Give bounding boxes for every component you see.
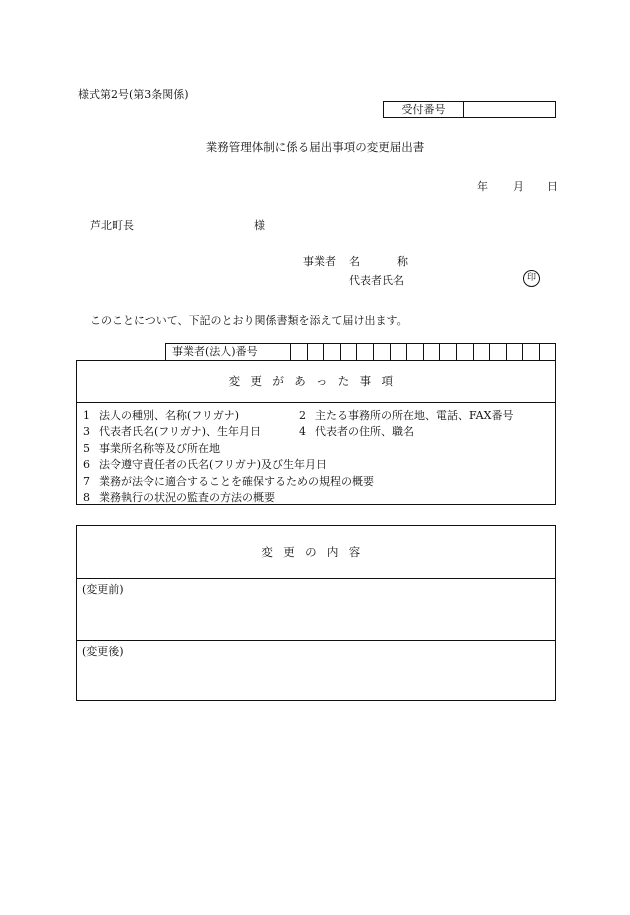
changed-item [83,407,239,423]
business-number-digit-cell[interactable] [291,344,308,360]
changed-item-number: 4 [299,425,306,439]
business-number-digit-cell[interactable] [474,344,491,360]
changed-item-number: 1 [83,409,90,422]
business-number-digit-cell[interactable] [391,344,408,360]
changed-item-number: 7 [83,474,90,488]
business-number-digit-cell[interactable] [424,344,441,360]
changed-item-number: 8 [83,491,90,504]
changed-item [83,456,327,472]
seal-mark: 印 [523,270,540,287]
changed-item-text: 業務執行の状況の監査の方法の概要 [99,491,275,504]
business-number-digit-cell[interactable] [308,344,325,360]
before-change-label: (変更前) [82,583,124,596]
applicant-name-label-2: 称 [397,255,408,268]
changed-item-text: 法令遵守責任者の氏名(フリガナ)及び生年月日 [99,458,328,472]
business-number-digit-cell[interactable] [540,344,557,360]
business-number-digit-cell[interactable] [523,344,540,360]
change-content-box [76,525,556,701]
changed-item [83,440,220,456]
changed-items-box [76,360,556,505]
changed-item-text: 代表者の住所、職名 [315,425,414,439]
reception-number-label: 受付番号 [384,102,464,117]
after-change-label: (変更後) [82,645,124,658]
changed-item-text: 法人の種別、名称(フリガナ) [99,409,240,422]
changed-item-number: 6 [83,458,90,472]
business-number-digit-cell[interactable] [507,344,524,360]
date-month-label: 月 [513,180,524,193]
changed-item-text: 事業所名称等及び所在地 [99,441,220,455]
applicant-label: 事業者 [303,255,336,268]
changed-item [299,407,513,423]
intro-text: このことについて、下記のとおり関係書類を添えて届け出ます。 [90,314,408,327]
changed-item-number: 2 [299,409,306,422]
applicant-name-label-1: 名 [349,255,360,268]
reception-number-field[interactable] [466,102,554,117]
addressee-honorific: 様 [254,219,265,232]
reception-number-box [383,101,556,118]
before-change-area[interactable] [77,579,555,641]
document-title: 業務管理体制に係る届出事項の変更届出書 [205,140,425,154]
date-day-label: 日 [547,180,558,193]
changed-item [299,423,414,439]
changed-item-text: 業務が法令に適合することを確保するための規程の概要 [99,474,374,488]
changed-item [83,473,374,489]
business-number-digit-cell[interactable] [341,344,358,360]
business-number-digit-cell[interactable] [440,344,457,360]
representative-label: 代表者氏名 [349,274,404,287]
changed-item [83,489,275,505]
changed-item [83,423,261,439]
change-content-header: 変更の内容 [77,526,555,579]
after-change-area[interactable] [77,641,555,700]
form-id: 様式第2号(第3条関係) [78,88,189,101]
business-number-row [165,343,556,360]
changed-item-number: 3 [83,425,90,439]
changed-item-number: 5 [83,441,90,455]
business-number-label: 事業者(法人)番号 [166,344,291,360]
business-number-digit-cell[interactable] [407,344,424,360]
business-number-digit-cell[interactable] [324,344,341,360]
date-line [477,178,558,194]
business-number-digit-cell[interactable] [374,344,391,360]
changed-item-text: 主たる事務所の所在地、電話、FAX番号 [315,409,514,422]
addressee-name: 芦北町長 [90,219,134,232]
date-year-label: 年 [477,180,488,193]
business-number-digit-cell[interactable] [457,344,474,360]
changed-items-header: 変更があった事項 [77,361,555,403]
business-number-digit-cell[interactable] [490,344,507,360]
changed-item-text: 代表者氏名(フリガナ)、生年月日 [99,425,262,439]
business-number-digit-cell[interactable] [357,344,374,360]
